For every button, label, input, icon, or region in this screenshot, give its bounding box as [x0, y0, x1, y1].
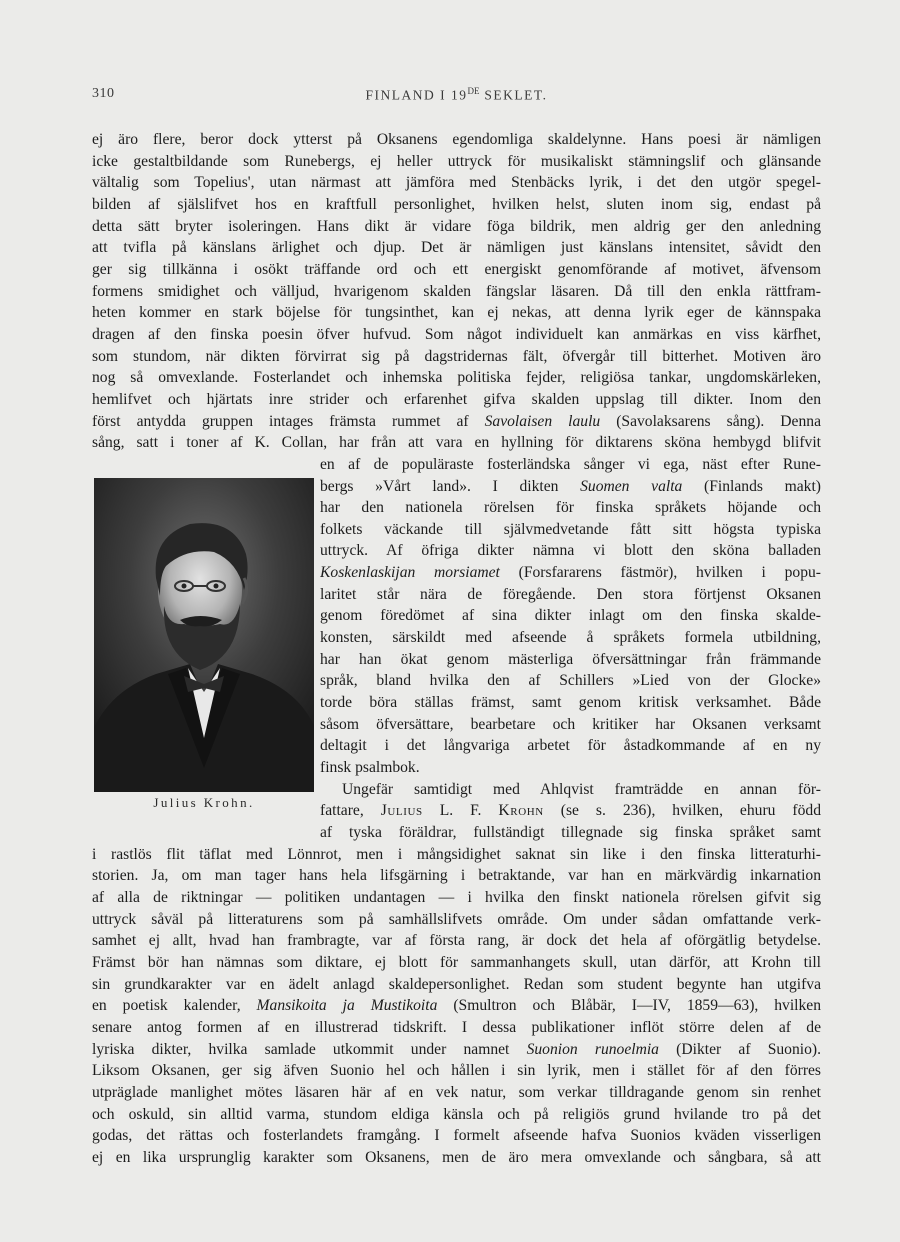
text-line [92, 237, 821, 259]
text-run: (Smultron och Blåbär, I—IV, 1859—63), hvilken [437, 997, 821, 1015]
text-run: detta sätt bryter isoleringen. Hans dikt är vidare föga bildrik, men aldrig ger den anledning [92, 217, 821, 235]
text-run: heten kommer en stark böjelse för tungsinthet, kan ej nekas, att denna lyrik eger de kännspaka [92, 304, 821, 322]
figure-caption: Julius Krohn. [153, 795, 255, 810]
text-line [92, 1017, 821, 1039]
text-line [92, 151, 821, 173]
text-line [320, 714, 821, 736]
text-run: (Finlands makt) [682, 477, 821, 495]
text-run: Ungefär samtidigt med Ahlqvist framträdde en annan för- [342, 780, 821, 798]
text-line [92, 930, 821, 952]
running-head-text: FINLAND I 19 [365, 87, 468, 103]
page-header [92, 86, 821, 106]
text-run: uttryck såväl på litteraturens som på samhällslifvets område. Om under sådan omfattande verk- [92, 910, 821, 928]
text-line [92, 281, 821, 303]
text-run: att tvifla på känslans ärlighet och djup. Det är nämligen just känslans intensitet, såvidt den [92, 239, 821, 257]
text-run: (Dikter af Suonio). [658, 1040, 821, 1058]
text-run: godas, det rättas och fosterlandets framgång. I formelt afseende hafva Suonios kväden visserligen [92, 1127, 821, 1145]
text-run: (se s. 236), hvilken, ehuru född [543, 802, 821, 820]
text-line [320, 822, 821, 844]
text-line [92, 194, 821, 216]
text-line [320, 584, 821, 606]
text-run: en af de populäraste fosterländska sånger vi ega, näst efter Rune- [320, 455, 821, 473]
text-run: har han ökat genom mästerliga öfversättningar från främmande [320, 650, 821, 668]
small-caps-name: Julius [380, 802, 423, 820]
text-run: formens smidighet och välljud, hvarigenom skalden fängslar läsaren. Då till den enkla rättfram- [92, 282, 821, 300]
text-line [320, 670, 821, 692]
text-line [320, 476, 821, 498]
italic-title: Mansikoita ja Mustikoita [256, 997, 438, 1015]
text-run: fattare, [320, 802, 381, 820]
text-line [320, 800, 821, 822]
page-number: 310 [92, 86, 115, 101]
text-run: genom föredömet af sina dikter inlagt om den finska skalde- [320, 607, 821, 625]
text-run: sin grundkarakter var en ädelt anlagd skaldepersonlighet. Redan som student begynte han utgifva [92, 975, 821, 993]
running-head-superscript: DE [467, 86, 480, 96]
text-run: först antydda gruppen intages främsta rummet af [92, 412, 485, 430]
text-line [92, 259, 821, 281]
small-caps-name: Krohn [498, 802, 544, 820]
text-run: deltagit i det långvariga arbetet för åstadkommande af en ny [320, 737, 821, 755]
text-line [92, 216, 821, 238]
text-line [92, 1125, 821, 1147]
text-line [92, 1039, 821, 1061]
text-line [320, 497, 821, 519]
text-run: dragen af den finska poesin öfver hufvud. Som något individuelt kan anmärkas en viss kärfhet, [92, 325, 821, 343]
text-run: uttryck. Af öfriga dikter nämna vi blott den sköna balladen [320, 542, 821, 560]
text-run: ej en lika ursprunglig karakter som Oksanens, men de äro mera omvexlande och sångbara, så att [92, 1148, 821, 1166]
text-run: utpräglade manlighet mötes läsaren här af en vek natur, som verkar tilldragande genom sin renhet [92, 1083, 821, 1101]
running-head [92, 86, 821, 104]
text-run: har den nationela rörelsen för finska språkets höjande och [320, 499, 821, 517]
portrait-of-julius-krohn [94, 478, 314, 792]
text-run: torde böra ställas främst, samt genom kritisk verksamhet. Både [320, 694, 821, 712]
text-line [92, 952, 821, 974]
text-line [92, 389, 821, 411]
text-line [92, 844, 821, 866]
text-run: bilden af själslifvet hos en kraftfull personlighet, hvilken helst, sluten inom sig, endast på [92, 195, 821, 213]
italic-title: Suomen valta [580, 477, 683, 495]
text-run: storien. Ja, om man tager hans hela lifsgärning i betraktande, var han en märkvärdig inkarnation [92, 867, 821, 885]
text-run: senare antog formen af en illustrerad tidskrift. I dessa publikationer inflöt större delen af de [92, 1018, 821, 1036]
text-run: icke gestaltbildande som Runebergs, ej heller uttryck för musikaliskt stämningslif och glänsande [92, 152, 821, 170]
text-run: en poetisk kalender, [92, 997, 257, 1015]
text-run: laritet står nära de föregående. Den stora förtjenst Oksanen [320, 585, 821, 603]
text-line [92, 909, 821, 931]
text-line [92, 1147, 821, 1169]
text-line [92, 1060, 821, 1082]
text-run: och oskuld, sin alltid varma, stundom eldiga känsla och på religiös grund hvilande tro på det [92, 1105, 821, 1123]
text-run: nog så omvexlande. Fosterlandet och inhemska politiska fejder, religiösa tankar, ungdomskärleken, [92, 369, 821, 387]
text-run: såsom öfversättare, bearbetare och kritiker har Oksanen verksamt [320, 715, 821, 733]
text-run: finsk psalmbok. [320, 759, 420, 777]
text-run: samhet ej allt, hvad han frambragte, var af första rang, är dock det hela af oförgätlig betydelse. [92, 932, 821, 950]
text-run: ger sig tillkänna i osökt träffande ord och ett energiskt genomförande af motivet, äfvensom [92, 260, 821, 278]
text-line [320, 562, 821, 584]
text-line [92, 1104, 821, 1126]
text-run: L. F. [422, 802, 499, 820]
text-run: vältalig som Topelius', utan närmast att jämföra med Stenbäcks lyrik, i det den utgör spegel- [92, 174, 821, 192]
text-run: (Forsfararens fästmör), hvilken i popu- [499, 564, 821, 582]
text-line [320, 627, 821, 649]
text-run: lyriska dikter, hvilka samlade utkommit under namnet [92, 1040, 527, 1058]
text-line [92, 411, 821, 433]
text-line [92, 129, 821, 151]
italic-title: Savolaisen laulu [484, 412, 601, 430]
text-run: Liksom Oksanen, ger sig äfven Suonio hel och hållen i sin lyrik, men i stället för af den förres [92, 1062, 821, 1080]
text-line [92, 367, 821, 389]
text-run: hemlifvet och hjärtats inre strider och erfarenhet gifva skalden uppslag till dikter. Inom den [92, 390, 821, 408]
text-line [92, 1082, 821, 1104]
text-line [92, 172, 821, 194]
text-run: folkets väckande till självmedvetande fått sitt högsta typiska [320, 520, 821, 538]
text-line [320, 540, 821, 562]
text-line [320, 779, 821, 801]
text-line [92, 995, 821, 1017]
text-run: sång, satt i toner af K. Collan, har från att vara en hyllning för diktarens sköna hembygd blifvit [92, 434, 821, 452]
text-line [320, 757, 821, 779]
text-line [92, 974, 821, 996]
text-run: i rastlös flit täflat med Lönnrot, men i mångsidighet saknat sin like i den finska litteraturhi- [92, 845, 821, 863]
text-run: af alla de riktningar — politiken undantagen — i hvilka den finskt nationela rörelsen gifvit sig [92, 888, 821, 906]
text-line [92, 324, 821, 346]
running-head-text-end: SEKLET. [479, 87, 548, 103]
text-line [320, 454, 821, 476]
text-line [320, 649, 821, 671]
text-line [92, 346, 821, 368]
text-line [320, 735, 821, 757]
italic-title: Koskenlaskijan morsiamet [320, 564, 500, 582]
text-line [92, 432, 821, 454]
text-run: ej äro flere, beror dock ytterst på Oksanens egendomliga skaldelynne. Hans poesi är nämligen [92, 131, 821, 148]
text-line [92, 887, 821, 909]
italic-title: Suonion runoelmia [526, 1040, 659, 1058]
text-run: af tyska föräldrar, fullständigt tillegnade sig finska språket samt [320, 824, 821, 841]
text-run: språk, bland hvilka den af Schillers »Lied von der Glocke» [320, 672, 821, 690]
text-run: konsten, särskildt med afseende å språkets formela utbildning, [320, 629, 821, 647]
portrait-engraving [94, 478, 314, 792]
text-line [320, 692, 821, 714]
text-run: Främst bör han nämnas som diktare, ej blott för sammanhangets skull, utan därför, att Krohn till [92, 953, 821, 971]
text-line [320, 519, 821, 541]
text-run: bergs »Vårt land». I dikten [320, 477, 581, 495]
text-line [320, 605, 821, 627]
text-line [92, 865, 821, 887]
text-run: (Savolaksarens sång). Denna [600, 412, 821, 430]
text-run: som stundom, när dikten förvirrat sig på dagstridernas fält, öfvergår till bitterhet. Motiven äro [92, 347, 821, 365]
text-line [92, 302, 821, 324]
